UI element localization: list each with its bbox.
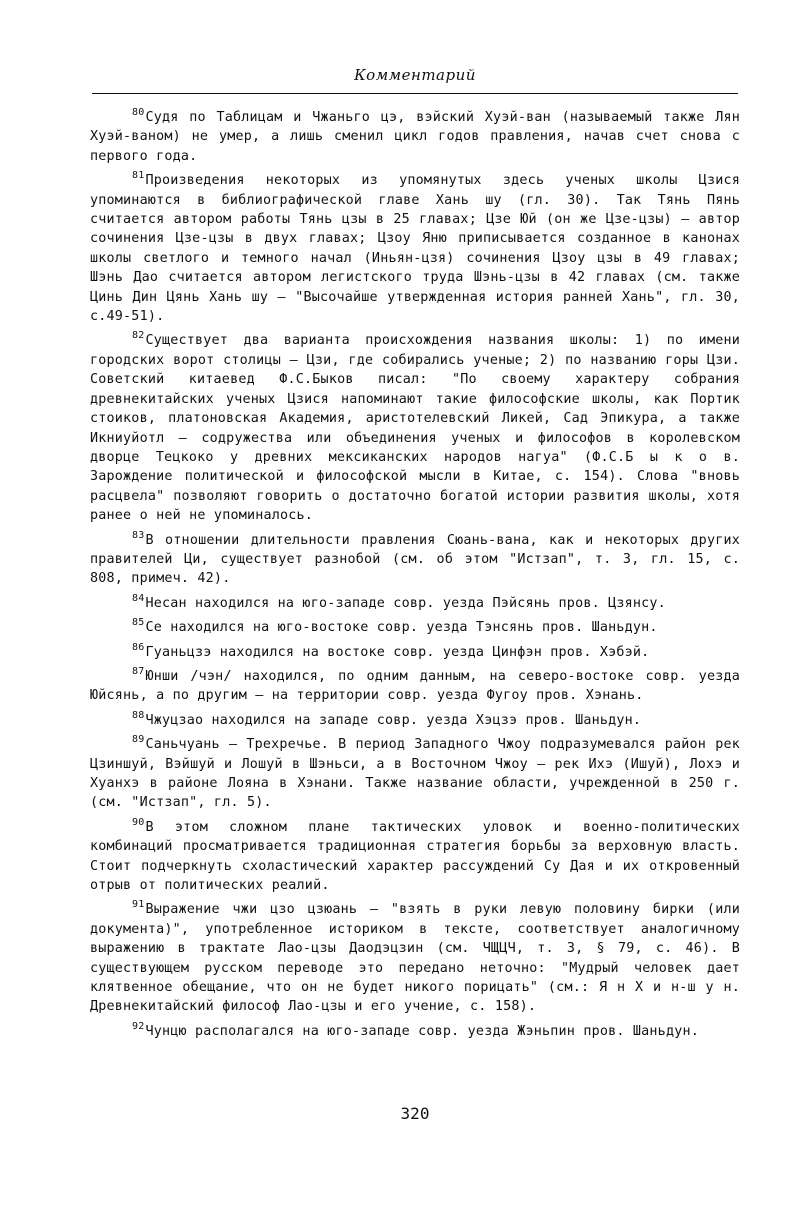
- note-82: [90, 326, 740, 525]
- note-number: 81: [132, 170, 145, 182]
- note-83: [90, 526, 740, 589]
- note-number: 85: [132, 617, 145, 629]
- header-rule: [92, 93, 738, 94]
- note-90: [90, 813, 740, 896]
- note-81: [90, 166, 740, 326]
- note-text: Существует два варианта происхождения названия школы: 1) по имени городских ворот столицы — Цзи, где собирались ученые; 2) по названию горы Цзи. Советский китаевед Ф.С.Быков писал: "По своему характеру собрания древнекитайских ученых Цзися напоминают такие философские школы, как Портик стоиков, платоновская Академия, аристотелевский Ликей, Сад Эпикура, а также Икниуйотл — содружества или объединения ученых и философов в королевском дворце Тецкоко у древних мексиканских народов нагуа" (Ф.С.Б ы к о в. Зарождение политической и философской мысли в Китае, с. 154). Слова "вновь расцвела" позволяют говорить о достаточно богатой истории развития школы, хотя ранее о ней не упоминалось.: [90, 333, 740, 524]
- running-title: Комментарий: [354, 66, 476, 84]
- note-80: [90, 103, 740, 166]
- note-text: Гуаньцзэ находился на востоке совр. уезда Цинфэн пров. Хэбэй.: [145, 644, 650, 660]
- note-number: 91: [132, 899, 145, 911]
- note-84: [90, 589, 740, 613]
- note-number: 86: [132, 641, 145, 653]
- note-text: В отношении длительности правления Сюань-вана, как и некоторых других правителей Ци, существует разнобой (см. об этом "Истзап", т. 3, гл. 15, с. 808, примеч. 42).: [90, 532, 740, 587]
- note-number: 84: [132, 592, 145, 604]
- note-92: [90, 1017, 740, 1041]
- note-text: Саньчуань — Трехречье. В период Западного Чжоу подразумевался район рек Цзиншуй, Вэйшуй и Лошуй в Шэньси, а в Восточном Чжоу — рек Ихэ (Ишуй), Лохэ и Хуанхэ в районе Лояна в Хэнани. Также название области, учрежденной в 250 г. (см. "Истзап", гл. 5).: [90, 737, 740, 811]
- note-number: 90: [132, 816, 145, 828]
- note-91: [90, 895, 740, 1016]
- page-number: 320: [400, 1104, 430, 1123]
- note-number: 83: [132, 529, 145, 541]
- note-85: [90, 613, 740, 637]
- note-86: [90, 638, 740, 662]
- note-number: 87: [132, 665, 145, 677]
- note-text: Произведения некоторых из упомянутых здесь ученых школы Цзися упоминаются в библиографической главе Хань шу (гл. 30). Так Тянь Пянь считается автором работы Тянь цзы в 25 главах; Цзе Юй (он же Цзе-цзы) — автор сочинения Цзе-цзы в двух главах; Цзоу Яню приписывается созданное в канонах школы светлого и темного начал (Иньян-цзя) сочинения Цзоу цзы в 49 главах; Шэнь Дао считается автором легистского труда Шэнь-цзы в 42 главах (см. также Цинь Дин Цянь Хань шу — "Высочайше утвержденная история ранней Хань", гл. 30, с.49-51).: [90, 173, 740, 325]
- note-text: Чжуцзао находился на западе совр. уезда Хэцзэ пров. Шаньдун.: [145, 712, 642, 728]
- note-text: Се находился на юго-востоке совр. уезда Тэнсянь пров. Шаньдун.: [145, 620, 658, 636]
- note-text: Судя по Таблицам и Чжаньго цэ, вэйский Хуэй-ван (называемый также Лян Хуэй-ваном) не умер, а лишь сменил цикл годов правления, начав счет снова с первого года.: [90, 110, 740, 164]
- note-88: [90, 706, 740, 730]
- note-89: [90, 730, 740, 813]
- note-number: 92: [132, 1020, 145, 1032]
- note-number: 82: [132, 330, 145, 342]
- note-text: В этом сложном плане тактических уловок и военно-политических комбинаций просматривается традиционная стратегия борьбы за верховную власть. Стоит подчеркнуть схоластический характер рассуждений Су Дая и их откровенный отрыв от политических реалий.: [90, 819, 740, 894]
- note-text: Юнши /чэн/ находился, по одним данным, на северо-востоке совр. уезда Юйсянь, а по другим — на территории совр. уезда Фугоу пров. Хэнань.: [90, 668, 740, 704]
- note-number: 88: [132, 709, 145, 721]
- note-text: Выражение чжи цзо цзюань — "взять в руки левую половину бирки (или документа)", употребленное историком в тексте, соответствует аналогичному выражению в трактате Лао-цзы Даодэцзин (см. ЧЩЦЧ, т. 3, § 79, с. 46). В существующем русском переводе это передано неточно: "Мудрый человек дает клятвенное обещание, что он не будет никого порицать" (см.: Я н Х и н-ш у н. Древнекитайский философ Лао-цзы и его учение, с. 158).: [90, 902, 740, 1015]
- note-text: Чунцю располагался на юго-западе совр. уезда Жэньпин пров. Шаньдун.: [145, 1023, 699, 1039]
- note-number: 89: [132, 734, 145, 746]
- note-number: 80: [132, 107, 145, 118]
- notes-body: [90, 103, 740, 1041]
- note-87: [90, 662, 740, 706]
- note-text: Несан находился на юго-западе совр. уезда Пэйсянь пров. Цзянсу.: [145, 595, 666, 611]
